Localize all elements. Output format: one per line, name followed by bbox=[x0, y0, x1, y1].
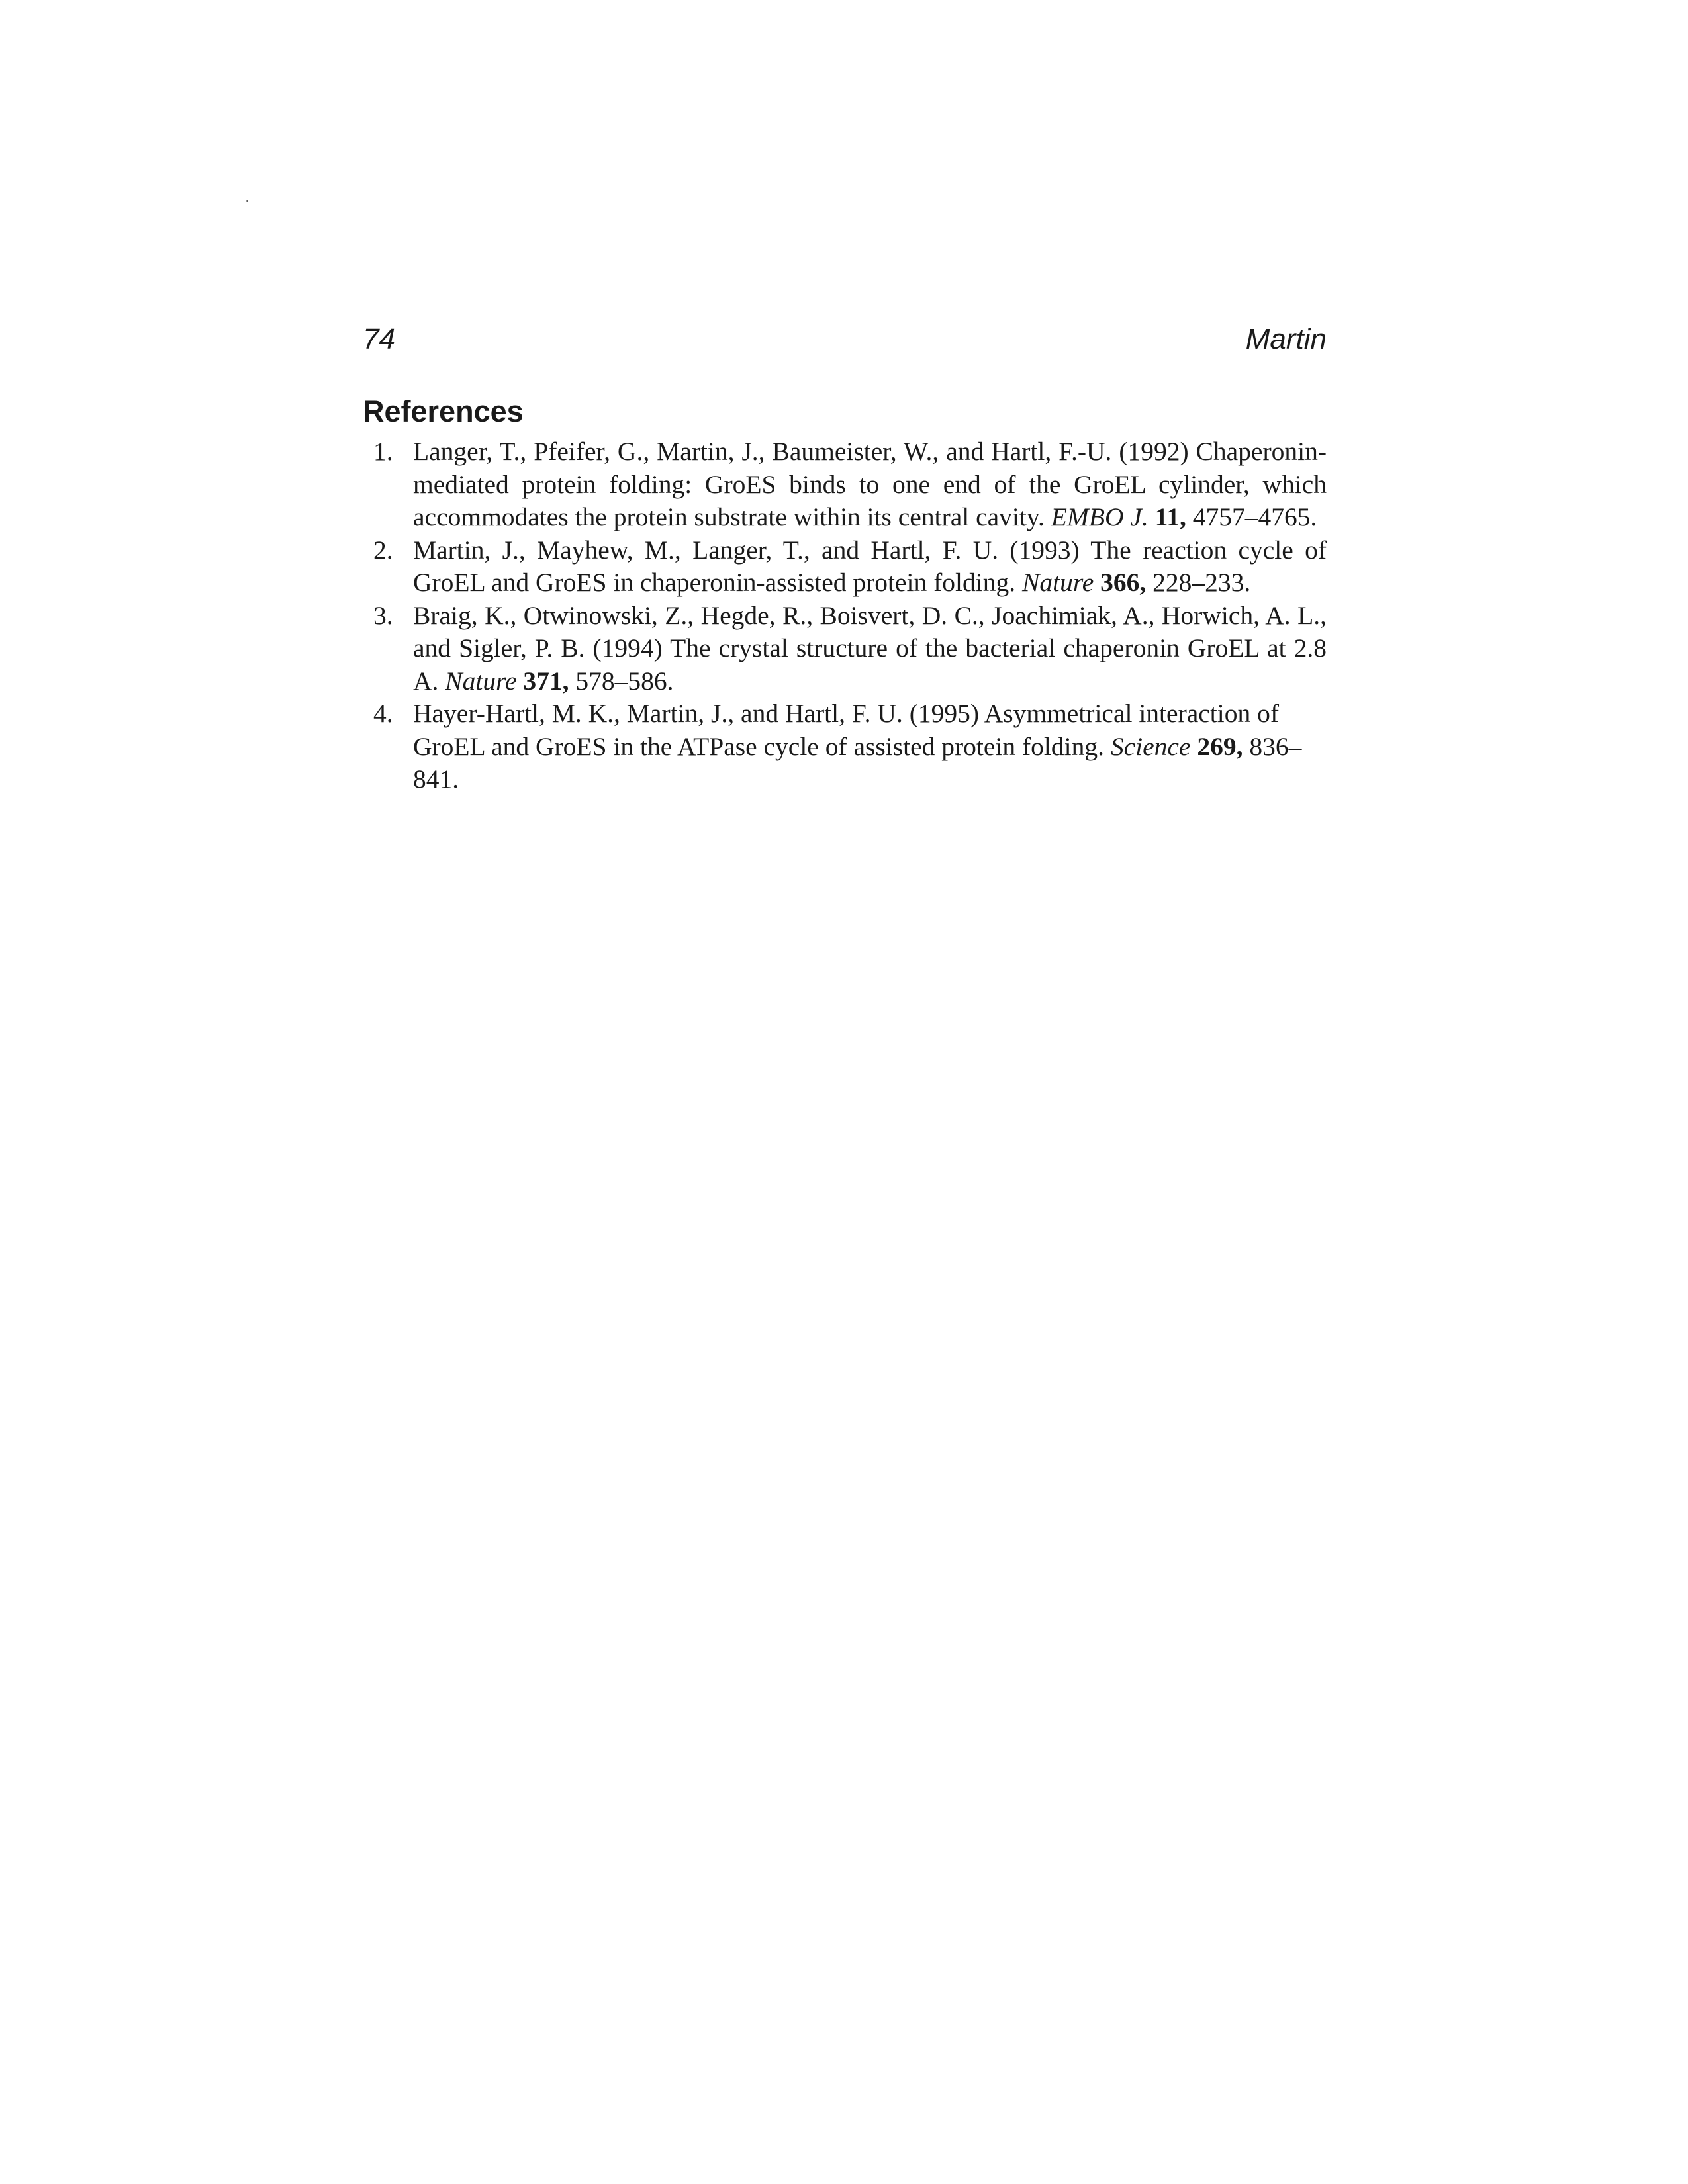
reference-number: 3. bbox=[373, 600, 393, 630]
reference-citation bbox=[413, 534, 1327, 600]
reference-citation bbox=[413, 435, 1327, 534]
reference-pages: 4757–4765. bbox=[1192, 502, 1317, 531]
running-head-author: Martin bbox=[1245, 323, 1327, 355]
reference-pages: 836–841. bbox=[413, 731, 1302, 794]
reference-number: 4. bbox=[373, 699, 393, 728]
reference-volume: 371, bbox=[523, 666, 569, 696]
reference-journal: Nature bbox=[1022, 568, 1094, 597]
reference-item-2 bbox=[363, 534, 1327, 600]
reference-item-3 bbox=[363, 600, 1327, 698]
reference-journal: Nature bbox=[445, 666, 517, 696]
reference-text: Braig, K., Otwinowski, Z., Hegde, R., Boisvert, D. C., Joachimiak, A., Horwich, A. L., and Sigler, P. B. (1994) The crystal structure of the bacterial chaperonin GroEL at 2.8 A. bbox=[413, 600, 1327, 696]
reference-item-1 bbox=[363, 435, 1327, 534]
reference-number: 2. bbox=[373, 535, 393, 565]
reference-list bbox=[363, 435, 1327, 796]
reference-volume: 11, bbox=[1154, 502, 1186, 531]
reference-volume: 269, bbox=[1197, 731, 1243, 761]
reference-number: 1. bbox=[373, 437, 393, 466]
reference-text: Martin, J., Mayhew, M., Langer, T., and Hartl, F. U. (1993) The reaction cycle of GroEL and GroES in chaperonin-assisted protein folding. bbox=[413, 535, 1327, 597]
reference-citation bbox=[413, 698, 1327, 796]
reference-pages: 578–586. bbox=[575, 666, 674, 696]
reference-item-4 bbox=[363, 698, 1327, 796]
running-head bbox=[363, 316, 1327, 363]
reference-text: Hayer-Hartl, M. K., Martin, J., and Hartl, F. U. (1995) Asymmetrical interaction of GroEL and GroES in the ATPase cycle of assisted protein folding. bbox=[413, 699, 1280, 761]
reference-pages: 228–233. bbox=[1152, 568, 1251, 597]
reference-volume: 366, bbox=[1100, 568, 1147, 597]
reference-citation bbox=[413, 600, 1327, 698]
reference-text: Langer, T., Pfeifer, G., Martin, J., Baumeister, W., and Hartl, F.-U. (1992) Chaperonin-mediated protein folding: GroES binds to one end of the GroEL cylinder, which accommodates the protein substrate within its central cavity. bbox=[413, 437, 1327, 531]
scan-speck bbox=[246, 200, 248, 202]
references-heading: References bbox=[363, 394, 524, 428]
reference-journal: EMBO J. bbox=[1051, 502, 1149, 531]
reference-journal: Science bbox=[1110, 731, 1191, 761]
page-number: 74 bbox=[363, 323, 395, 355]
